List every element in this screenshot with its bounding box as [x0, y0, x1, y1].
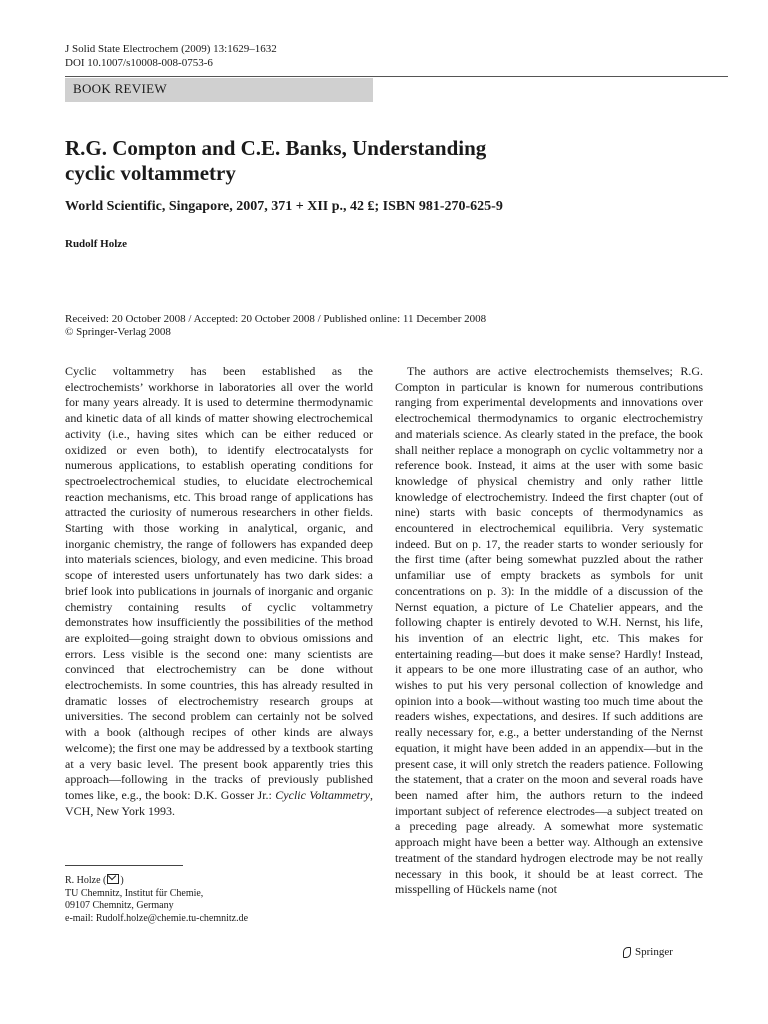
body-column-left — [65, 364, 373, 819]
footnote-rule — [65, 865, 183, 866]
title-line-2: cyclic voltammetry — [65, 161, 236, 185]
doi: DOI 10.1007/s10008-008-0753-6 — [65, 57, 213, 69]
envelope-icon — [107, 874, 119, 884]
springer-horse-icon — [622, 946, 632, 958]
header-rule — [65, 76, 728, 77]
title-line-1: R.G. Compton and C.E. Banks, Understanding — [65, 136, 487, 160]
author-name: Rudolf Holze — [65, 238, 128, 250]
received-dates: Received: 20 October 2008 / Accepted: 20 October 2008 / Published online: 11 December 2008 — [65, 313, 487, 325]
copyright: © Springer-Verlag 2008 — [65, 326, 171, 338]
footnote-address: 09107 Chemnitz, Germany — [65, 900, 174, 912]
cited-title: Cyclic Voltammetry — [275, 787, 370, 802]
book-details: World Scientific, Singapore, 2007, 371 + XII p., 42 ₤; ISBN 981-270-625-9 — [65, 199, 503, 214]
paragraph-end: , VCH, New York 1993. — [65, 787, 373, 818]
publisher-name: Springer — [635, 946, 673, 958]
body-paragraph — [65, 364, 373, 819]
section-tag: BOOK REVIEW — [65, 78, 373, 102]
footnote-author: R. Holze — [65, 875, 101, 886]
publisher-logo — [622, 946, 673, 958]
body-column-right — [395, 364, 703, 898]
paragraph-text: Cyclic voltammetry has been established as the electrochemists’ workhorse in laboratories all over the world for many years already. It is used to determine thermodynamic and kinetic data of all kinds of matter showing electrochemical activity (i.e., having sites which can be either reduced or oxidized or even both), to identify electrocatalysts for numerous applications, to establish operating conditions for spectroelectrochemical studies, to elucidate electrochemical reaction mechanisms, etc. This broad range of applications has attracted the curiosity of numerous researchers in other fields. Starting with those working in analytical, organic, and inorganic chemistry, the range of followers has expanded deep into materials sciences, biology, and even medicine. This broad scope of interested users unfortunately has two dark sides: a brief look into publications in journals of inorganic and organic chemistry containing results of cyclic voltammetry demonstrates how insufficiently the possibilities of the method are exploited—going straight down to obvious omissions and errors. Less visible is the second one: many scientists are convinced that electrochemistry can be done without electrochemists. In some countries, this has already resulted in dramatic losses of electrochemistry research groups at universities. The second problem can certainly not be solved with a book (although recipes of other kinds are always welcome); the first one may be addressed by a textbook starting at a very basic level. The present book apparently tries this approach—following in the tracks of previously published tomes like, e.g., the book: D.K. Gosser Jr.: — [65, 364, 373, 802]
body-paragraph: The authors are active electrochemists themselves; R.G. Compton in particular is known for numerous contributions ranging from experimental developments and innovations over electrochemical thermodynamics to organic electrochemistry and materials science. As clearly stated in the preface, the book shall neither replace a monograph on cyclic voltammetry nor a reference book. Instead, it aims at the user with some basic knowledge of physical chemistry and only rather little knowledge of electrochemistry. Indeed the first chapter (out of nine) starts with basic concepts of thermodynamics as encountered in electrochemical equilibria. Very systematic indeed. But on p. 17, the reader starts to wonder seriously for the first time (after being somewhat puzzled about the rather unfamiliar use of empty brackets as symbols for unit concentrations on p. 3): In the middle of a discussion of the Nernst equation, a picture of Le Chatelier appears, and the following chapter is entirely devoted to W.H. Nernst, his life, his invention of an electric light, etc. This makes for entertaining reading—but does it make sense? Hardly! Instead, it appears to be one more illustrating case of an author, who wishes to put his very personal collection of knowledge and opinion into a book—without wasting too much time about the readers wishes, expectations, and desires. If such additions are really necessary for, e.g., a better understanding of the Nernst equation, it might have been added in an appendix—but in the present case, it will only stretch the readers patience. Following the statement, that a crater on the moon and several roads have been named after him, the authors return to the indeed important subject of reference electrodes—a subject treated on a preceding page already. A somewhat more systematic approach might have been a better way. Although an extensive treatment of the standard hydrogen electrode may be not really necessary in this book, it should be at least correct. The misspelling of Hückels name (not — [395, 364, 703, 897]
footnote-affiliation: TU Chemnitz, Institut für Chemie, — [65, 887, 204, 899]
footnote-email: e-mail: Rudolf.holze@chemie.tu-chemnitz.de — [65, 912, 249, 924]
journal-citation: J Solid State Electrochem (2009) 13:1629–1632 — [65, 43, 277, 55]
article-title — [65, 136, 685, 186]
article-dates — [65, 313, 486, 339]
author-footnote: R. Holze ( ) TU Chemnitz, Institut für Chemie, 09107 Chemnitz, Germany e-mail: Rudolf.holze@chemie.tu-chemnitz.de — [65, 875, 249, 924]
